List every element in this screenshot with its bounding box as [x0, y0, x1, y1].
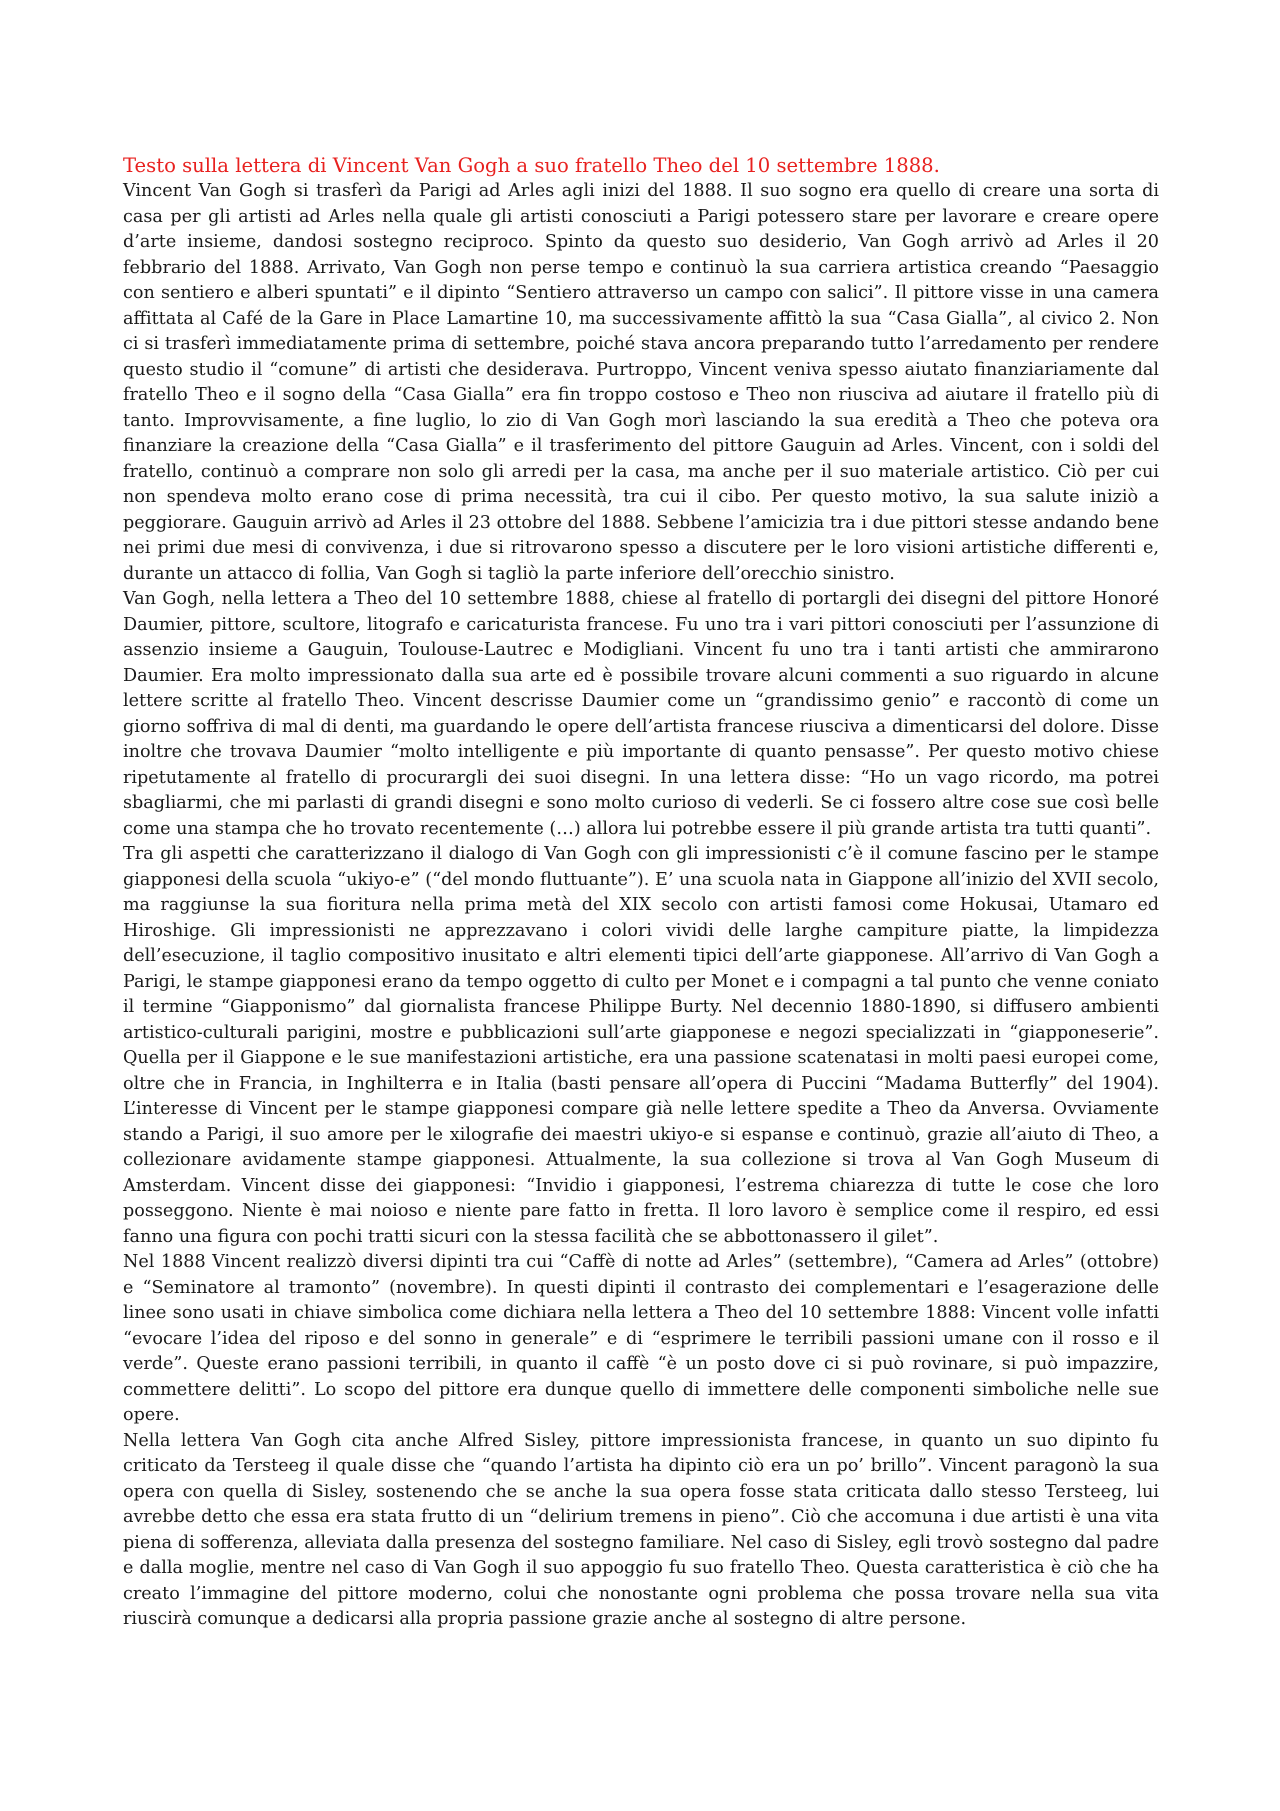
- paragraph-arles-arrival: Vincent Van Gogh si trasferì da Parigi ad Arles agli inizi del 1888. Il suo sogno era quello di creare una sorta di casa per gli artisti ad Arles nella quale gli artisti conosciuti a Parigi potessero stare per lavorare e creare opere d’arte insieme, dandosi sostegno reciproco. Spinto da questo suo desiderio, Van Gogh arrivò ad Arles il 20 febbrario del 1888. Arrivato, Van Gogh non perse tempo e continuò la sua carriera artistica creando “Paesaggio con sentiero e alberi spuntati” e il dipinto “Sentiero attraverso un campo con salici”. Il pittore visse in una camera affittata al Café de la Gare in Place Lamartine 10, ma successivamente affittò la sua “Casa Gialla”, al civico 2. Non ci si trasferì immediatamente prima di settembre, poiché stava ancora preparando tutto l’arredamento per rendere questo studio il “comune” di artisti che desiderava. Purtroppo, Vincent veniva spesso aiutato finanziariamente dal fratello Theo e il sogno della “Casa Gialla” era fin troppo costoso e Theo non riusciva ad aiutare il fratello più di tanto. Improvvisamente, a fine luglio, lo zio di Van Gogh morì lasciando la sua eredità a Theo che poteva ora finanziare la creazione della “Casa Gialla” e il trasferimento del pittore Gauguin ad Arles. Vincent, con i soldi del fratello, continuò a comprare non solo gli arredi per la casa, ma anche per il suo materiale artistico. Ciò per cui non spendeva molto erano cose di prima necessità, tra cui il cibo. Per questo motivo, la sua salute iniziò a peggiorare. Gauguin arrivò ad Arles il 23 ottobre del 1888. Sebbene l’amicizia tra i due pittori stesse andando bene nei primi due mesi di convivenza, i due si ritrovarono spesso a discutere per le loro visioni artistiche differenti e, durante un attacco di follia, Van Gogh si tagliò la parte inferiore dell’orecchio sinistro.: [123, 181, 1159, 584]
- document-page: [123, 153, 1159, 1633]
- paragraph-japanese-prints: Tra gli aspetti che caratterizzano il dialogo di Van Gogh con gli impressionisti c’è il comune fascino per le stampe giapponesi della scuola “ukiyo-e” (“del mondo fluttuante”). E’ una scuola nata in Giappone all’inizio del XVII secolo, ma raggiunse la sua fioritura nella prima metà del XIX secolo con artisti famosi come Hokusai, Utamaro ed Hiroshige. Gli impressionisti ne apprezzavano i colori vividi delle larghe campiture piatte, la limpidezza dell’esecuzione, il taglio compositivo inusitato e altri elementi tipici dell’arte giapponese. All’arrivo di Van Gogh a Parigi, le stampe giapponesi erano da tempo oggetto di culto per Monet e i compagni a tal punto che venne coniato il termine “Giapponismo” dal giornalista francese Philippe Burty. Nel decennio 1880-1890, si diffusero ambienti artistico-culturali parigini, mostre e pubblicazioni sull’arte giapponese e negozi specializzati in “giapponeserie”. Quella per il Giappone e le sue manifestazioni artistiche, era una passione scatenatasi in molti paesi europei come, oltre che in Francia, in Inghilterra e in Italia (basti pensare all’opera di Puccini “Madama Butterfly” del 1904). L’interesse di Vincent per le stampe giapponesi compare già nelle lettere spedite a Theo da Anversa. Ovviamente stando a Parigi, il suo amore per le xilografie dei maestri ukiyo-e si espanse e continuò, grazie all’aiuto di Theo, a collezionare avidamente stampe giapponesi. Attualmente, la sua collezione si trova al Van Gogh Museum di Amsterdam. Vincent disse dei giapponesi: “Invidio i giapponesi, l’estrema chiarezza di tutte le cose che loro posseggono. Niente è mai noioso e niente pare fatto in fretta. Il loro lavoro è semplice come il respiro, ed essi fanno una figura con pochi tratti sicuri con la stessa facilità che se abbottonassero il gilet”.: [123, 844, 1159, 1247]
- paragraph-daumier: Van Gogh, nella lettera a Theo del 10 settembre 1888, chiese al fratello di portargli dei disegni del pittore Honoré Daumier, pittore, scultore, litografo e caricaturista francese. Fu uno tra i vari pittori conosciuti per l’assunzione di assenzio insieme a Gauguin, Toulouse-Lautrec e Modigliani. Vincent fu uno tra i tanti artisti che ammirarono Daumier. Era molto impressionato dalla sua arte ed è possibile trovare alcuni commenti a suo riguardo in alcune lettere scritte al fratello Theo. Vincent descrisse Daumier come un “grandissimo genio” e raccontò di come un giorno soffriva di mal di denti, ma guardando le opere dell’artista francese riusciva a dimenticarsi del dolore. Disse inoltre che trovava Daumier “molto intelligente e più importante di quanto pensasse”. Per questo motivo chiese ripetutamente al fratello di procurargli dei suoi disegni. In una lettera disse: “Ho un vago ricordo, ma potrei sbagliarmi, che mi parlasti di grandi disegni e sono molto curioso di vederli. Se ci fossero altre cose sue così belle come una stampa che ho trovato recentemente (…) allora lui potrebbe essere il più grande artista tra tutti quanti”.: [123, 589, 1159, 839]
- paragraph-1888-paintings: Nel 1888 Vincent realizzò diversi dipinti tra cui “Caffè di notte ad Arles” (settembre), “Camera ad Arles” (ottobre) e “Seminatore al tramonto” (novembre). In questi dipinti il contrasto dei complementari e l’esagerazione delle linee sono usati in chiave simbolica come dichiara nella lettera a Theo del 10 settembre 1888: Vincent volle infatti “evocare l’idea del riposo e del sonno in generale” e di “esprimere le terribili passioni umane con il rosso e il verde”. Queste erano passioni terribili, in quanto il caffè “è un posto dove ci si può rovinare, si può impazzire, commettere delitti”. Lo scopo del pittore era dunque quello di immettere delle componenti simboliche nelle sue opere.: [123, 1252, 1159, 1425]
- paragraph-sisley: Nella lettera Van Gogh cita anche Alfred Sisley, pittore impressionista francese, in quanto un suo dipinto fu criticato da Tersteeg il quale disse che “quando l’artista ha dipinto ciò era un po’ brillo”. Vincent paragonò la sua opera con quella di Sisley, sostenendo che se anche la sua opera fosse stata criticata dallo stesso Tersteeg, lui avrebbe detto che essa era stata frutto di un “delirium tremens in pieno”. Ciò che accomuna i due artisti è una vita piena di sofferenza, alleviata dalla presenza del sostegno familiare. Nel caso di Sisley, egli trovò sostegno dal padre e dalla moglie, mentre nel caso di Van Gogh il suo appoggio fu suo fratello Theo. Questa caratteristica è ciò che ha creato l’immagine del pittore moderno, colui che nonostante ogni problema che possa trovare nella sua vita riuscirà comunque a dedicarsi alla propria passione grazie anche al sostegno di altre persone.: [123, 1430, 1159, 1629]
- document-title: Testo sulla lettera di Vincent Van Gogh a suo fratello Theo del 10 settembre 1888.: [123, 154, 940, 177]
